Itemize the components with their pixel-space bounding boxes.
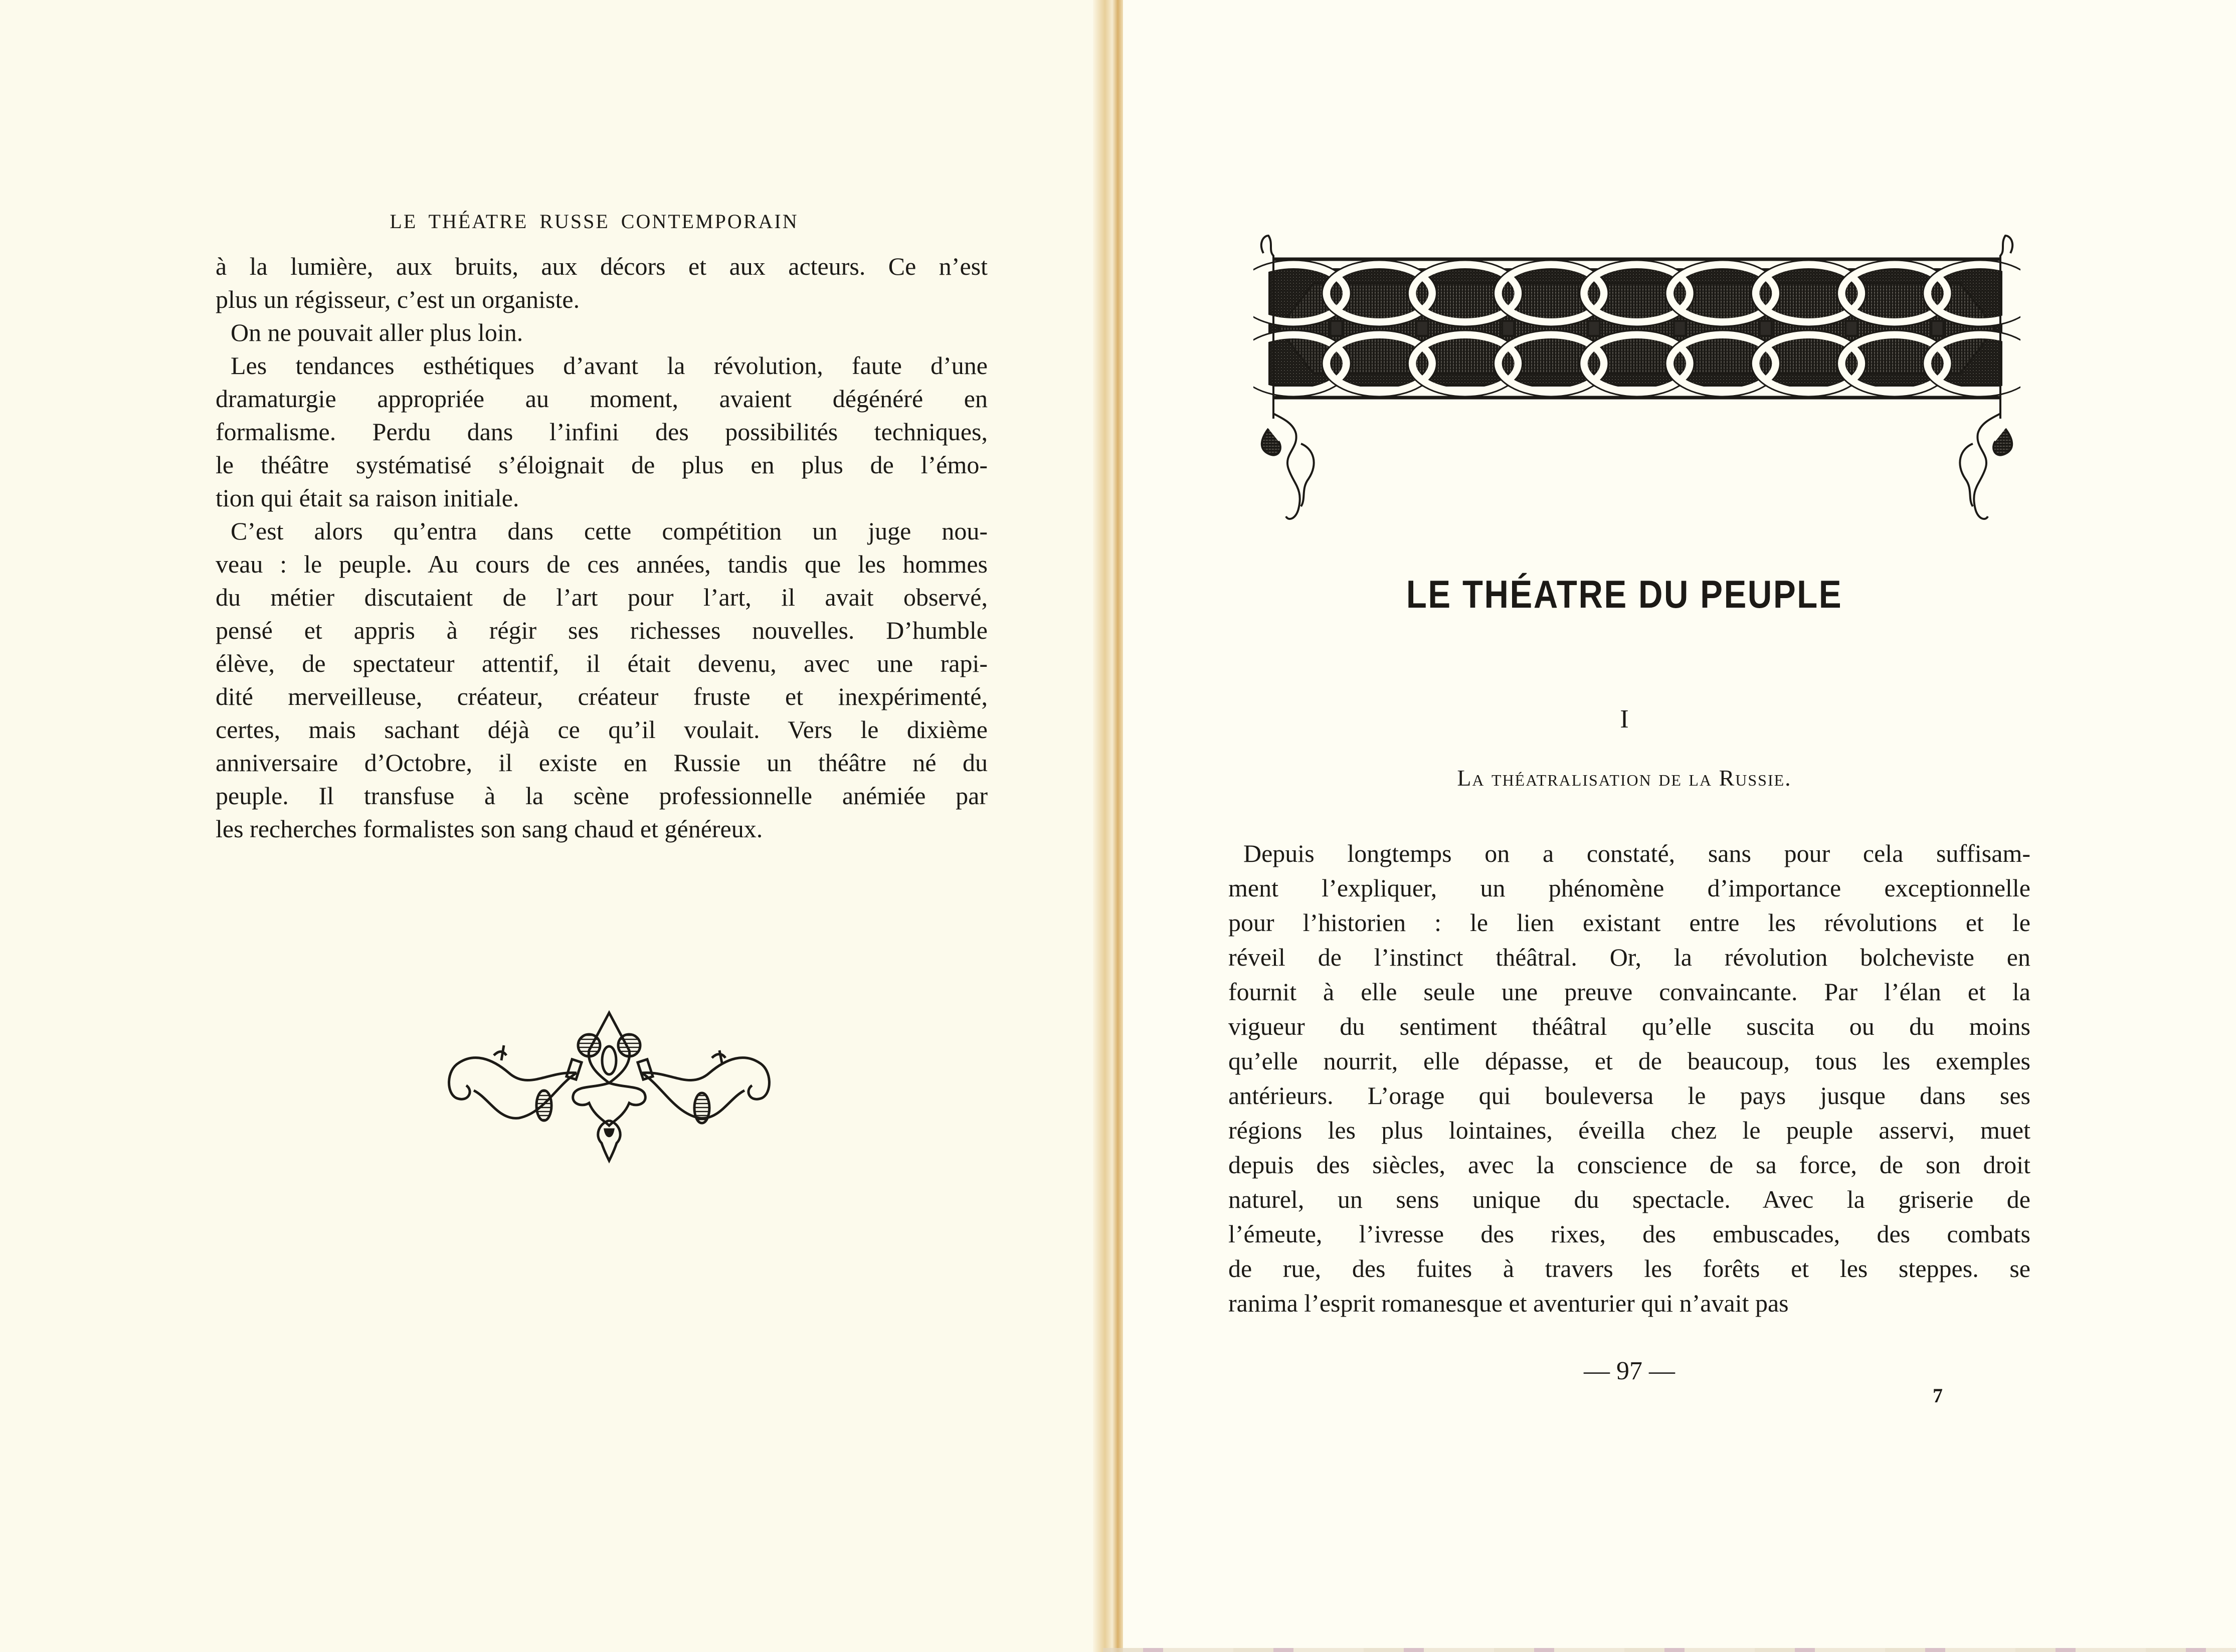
- text-line: On ne pouvait aller plus loin.: [231, 318, 523, 346]
- text-line: de rue, des fuites à travers les forêts et les steppes. se: [1228, 1254, 2030, 1282]
- knot-center-block: [1845, 321, 1857, 336]
- left-page: [0, 0, 1103, 1652]
- text-line: réveil de l’instinct théâtral. Or, la révolution bolcheviste en: [1228, 943, 2030, 971]
- section-number: I: [1620, 705, 1629, 733]
- section-title: La théatralisation de la Russie.: [1457, 765, 1792, 791]
- text-line: anniversaire d’Octobre, il existe en Russie un théâtre né du: [216, 749, 988, 777]
- text-line: du métier discutaient de l’art pour l’art, il avait observé,: [216, 583, 988, 611]
- knot-center-block: [1502, 321, 1514, 336]
- text-line: tion qui était sa raison initiale.: [216, 484, 519, 512]
- signature-mark: 7: [1933, 1384, 1943, 1407]
- paragraph: [216, 514, 988, 845]
- text-line: pensé et appris à régir ses richesses nouvelles. D’humble: [216, 616, 988, 644]
- text-line: vigueur du sentiment théâtral qu’elle suscita ou du moins: [1228, 1012, 2030, 1040]
- right-page-body: [1228, 836, 2030, 1321]
- text-line: antérieurs. L’orage qui bouleversa le pays jusque dans ses: [1228, 1081, 2030, 1110]
- running-head: LE THÉATRE RUSSE CONTEMPORAIN: [390, 210, 799, 233]
- knot-center-block: [1674, 321, 1686, 336]
- text-line: peuple. Il transfuse à la scène professionnelle anémiée par: [216, 782, 988, 810]
- knot-center-block: [1588, 321, 1600, 336]
- text-line: les recherches formalistes son sang chaud et généreux.: [216, 815, 763, 843]
- celtic-knot-headpiece-icon: [1253, 228, 2020, 534]
- text-line: pour l’historien : le lien existant entre les révolutions et le: [1228, 908, 2030, 937]
- text-line: ranima l’esprit romanesque et aventurier qui n’avait pas: [1228, 1289, 1789, 1317]
- text-line: formalisme. Perdu dans l’infini des possibilités techniques,: [216, 418, 988, 446]
- text-line: Les tendances esthétiques d’avant la révolution, faute d’une: [231, 351, 988, 380]
- text-line: veau : le peuple. Au cours de ces années, tandis que les hommes: [216, 550, 988, 578]
- text-line: élève, de spectateur attentif, il était devenu, avec une rapi-: [216, 649, 988, 677]
- text-line: certes, mais sachant déjà ce qu’il voulait. Vers le dixième: [216, 715, 988, 744]
- floral-tailpiece-icon: [439, 985, 780, 1166]
- text-line: C’est alors qu’entra dans cette compétition un juge nou-: [231, 517, 988, 545]
- text-line: l’émeute, l’ivresse des rixes, des embuscades, des combats: [1228, 1220, 2030, 1248]
- text-line: fournit à elle seule une preuve convaincante. Par l’élan et la: [1228, 978, 2030, 1006]
- paragraph: [216, 250, 988, 316]
- knot-center-block: [1931, 321, 1943, 336]
- text-line: depuis des siècles, avec la conscience de sa force, de son droit: [1228, 1151, 2030, 1179]
- text-line: à la lumière, aux bruits, aux décors et aux acteurs. Ce n’est: [216, 252, 988, 280]
- text-line: Depuis longtemps on a constaté, sans pour cela suffisam-: [1243, 839, 2030, 867]
- text-line: dité merveilleuse, créateur, créateur fruste et inexpérimenté,: [216, 682, 988, 710]
- paragraph: [1228, 836, 2030, 1321]
- left-page-body: [216, 250, 988, 845]
- paragraph: [216, 349, 988, 514]
- book-bottom-edge: [1103, 1648, 2236, 1652]
- knot-center-block: [1760, 321, 1772, 336]
- text-line: le théâtre systématisé s’éloignait de plus en plus de l’émo-: [216, 451, 988, 479]
- text-line: naturel, un sens unique du spectacle. Avec la griserie de: [1228, 1185, 2030, 1213]
- text-line: plus un régisseur, c’est un organiste.: [216, 285, 580, 313]
- text-line: ment l’expliquer, un phénomène d’importance exceptionnelle: [1228, 874, 2030, 902]
- text-line: régions les plus lointaines, éveilla chez le peuple asservi, muet: [1228, 1116, 2030, 1144]
- text-line: qu’elle nourrit, elle dépasse, et de beaucoup, tous les exemples: [1228, 1047, 2030, 1075]
- knot-center-block: [1331, 321, 1343, 336]
- chapter-title: LE THÉATRE DU PEUPLE: [1406, 572, 1843, 616]
- paragraph: [216, 316, 988, 349]
- text-line: dramaturgie appropriée au moment, avaient dégénéré en: [216, 385, 988, 413]
- knot-center-block: [1416, 321, 1428, 336]
- page-number: — 97 —: [1584, 1357, 1675, 1385]
